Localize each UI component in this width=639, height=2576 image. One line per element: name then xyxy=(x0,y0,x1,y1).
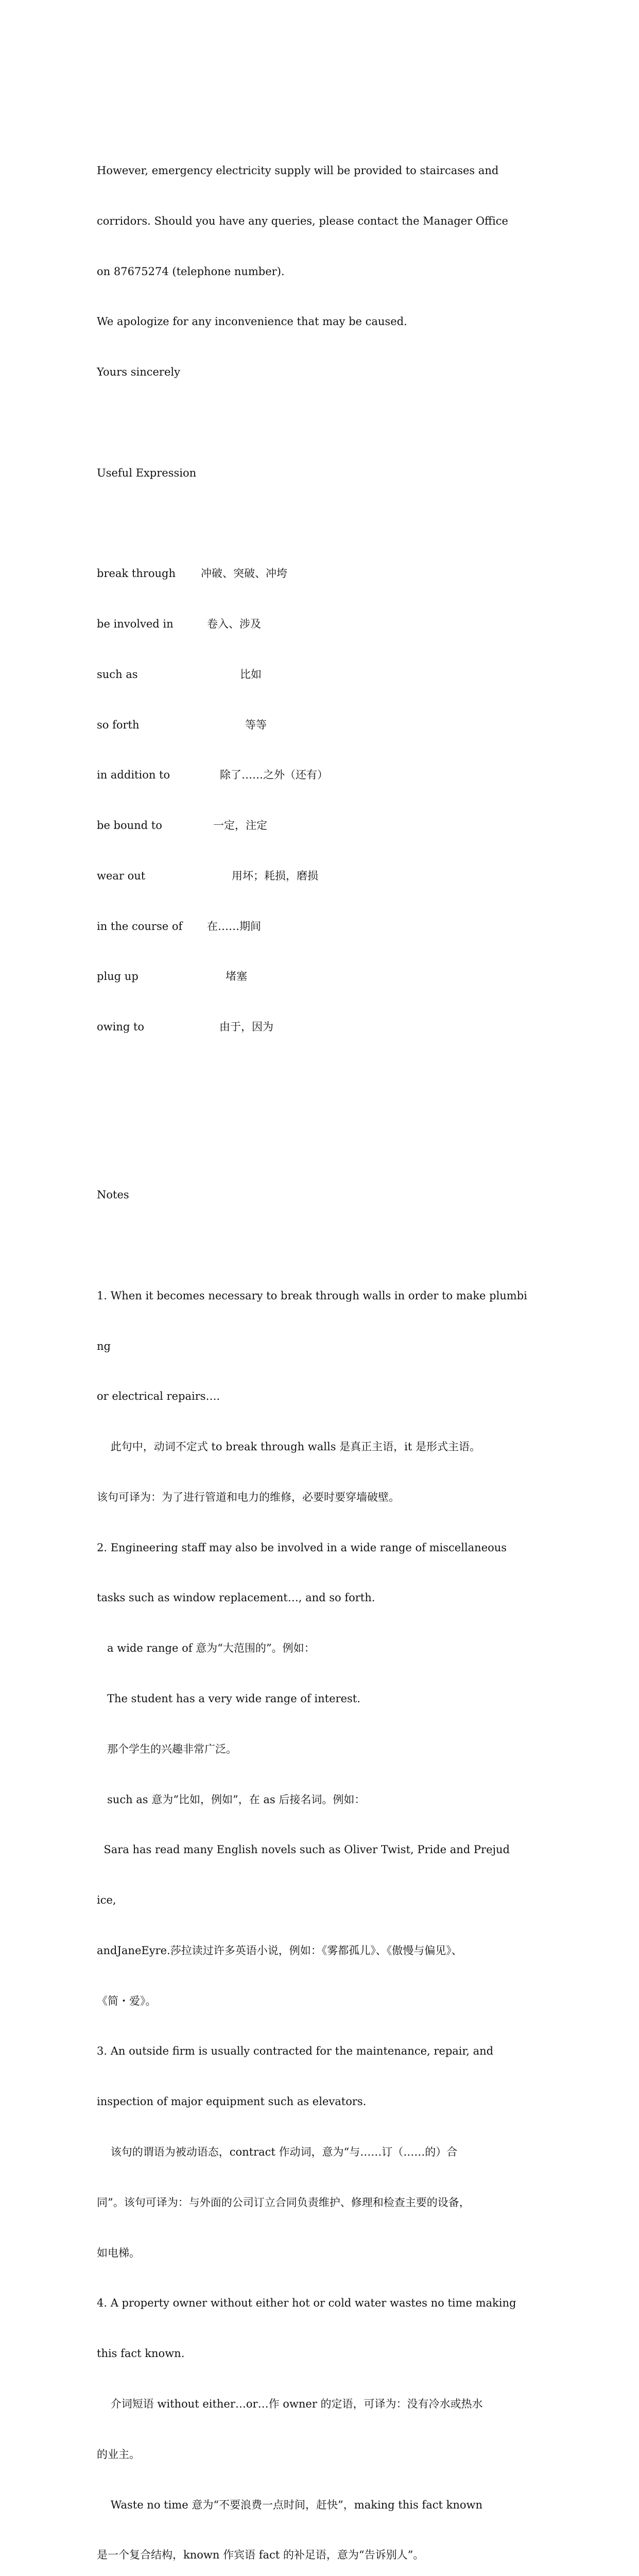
note-line: ice, xyxy=(97,1894,116,1907)
expression-zh: 堵塞 xyxy=(226,970,247,983)
note-line: 该句的谓语为被动语态，contract 作动词，意为“与……订（……的）合 xyxy=(97,2146,458,2159)
note-line: this fact known. xyxy=(97,2347,185,2360)
note-line: The student has a very wide range of interest. xyxy=(97,1692,360,1705)
note-line: or electrical repairs…. xyxy=(97,1390,220,1403)
letter-line: However, emergency electricity supply will be provided to staircases and xyxy=(97,164,499,177)
letter-line: on 87675274 (telephone number). xyxy=(97,265,285,278)
expression-item xyxy=(97,616,560,633)
letter-line: Yours sincerely xyxy=(97,366,180,379)
expression-item xyxy=(97,767,560,784)
note-line: 该句可译为：为了进行管道和电力的维修，必要时要穿墙破壁。 xyxy=(97,1490,400,1503)
note-line: a wide range of 意为“大范围的”。例如： xyxy=(97,1642,315,1655)
note-line: 如电梯。 xyxy=(97,2246,140,2259)
expression-item xyxy=(97,1019,560,1036)
expression-en: plug up xyxy=(97,970,139,983)
expression-item xyxy=(97,565,560,582)
note-line: tasks such as window replacement…, and so forth. xyxy=(97,1591,375,1604)
letter-closing xyxy=(97,129,560,414)
expression-en: in the course of xyxy=(97,920,183,933)
expression-en: in addition to xyxy=(97,769,170,782)
notes-heading: Notes xyxy=(97,1189,129,1201)
expression-zh: 在……期间 xyxy=(207,920,261,933)
note-line: 那个学生的兴趣非常广泛。 xyxy=(97,1742,237,1755)
document-body xyxy=(97,78,560,2576)
note-line: 是一个复合结构，known 作宾语 fact 的补足语，意为“告诉别人”。 xyxy=(97,2549,424,2562)
expression-item xyxy=(97,968,560,985)
expression-zh: 一定，注定 xyxy=(213,819,267,832)
expression-en: break through xyxy=(97,567,176,580)
note-line: Waste no time 意为“不要浪费一点时间，赶快”，making this fact known xyxy=(97,2498,482,2511)
expression-en: wear out xyxy=(97,869,146,882)
expression-list xyxy=(97,532,560,1069)
expression-item xyxy=(97,817,560,834)
notes-body xyxy=(97,1254,560,2576)
note-line: 4. A property owner without either hot or cold water wastes no time making xyxy=(97,2297,516,2310)
note-line: 的业主。 xyxy=(97,2448,140,2461)
note-line: 3. An outside firm is usually contracted for the maintenance, repair, and xyxy=(97,2045,494,2058)
expression-en: such as xyxy=(97,668,138,681)
expression-item xyxy=(97,717,560,734)
expression-item xyxy=(97,918,560,935)
expression-zh: 卷入、涉及 xyxy=(207,618,261,630)
expression-zh: 冲破、突破、冲垮 xyxy=(201,567,287,580)
note-line: inspection of major equipment such as elevators. xyxy=(97,2095,367,2108)
note-line: Sara has read many English novels such as Oliver Twist, Pride and Prejud xyxy=(97,1843,510,1856)
note-line: ng xyxy=(97,1340,111,1352)
expression-item xyxy=(97,666,560,683)
expression-zh: 由于，因为 xyxy=(219,1021,273,1033)
expression-en: so forth xyxy=(97,718,140,731)
expression-zh: 等等 xyxy=(245,718,267,731)
note-line: 同”。该句可译为：与外面的公司订立合同负责维护、修理和检查主要的设备， xyxy=(97,2196,470,2209)
note-line: 介词短语 without either…or…作 owner 的定语，可译为：没有冷水或热水 xyxy=(97,2397,483,2410)
letter-line: We apologize for any inconvenience that may be caused. xyxy=(97,315,407,328)
expression-en: be bound to xyxy=(97,819,162,832)
expression-en: be involved in xyxy=(97,618,174,630)
expression-zh: 除了……之外（还有） xyxy=(220,769,328,782)
expression-en: owing to xyxy=(97,1021,145,1033)
useful-expression-heading: Useful Expression xyxy=(97,466,197,479)
expression-item xyxy=(97,868,560,885)
note-line: 1. When it becomes necessary to break through walls in order to make plumbi xyxy=(97,1289,527,1302)
expression-zh: 比如 xyxy=(240,668,262,681)
section-gap xyxy=(97,1120,560,1137)
note-line: 2. Engineering staff may also be involved in a wide range of miscellaneous xyxy=(97,1541,507,1554)
note-line: andJaneEyre.莎拉读过许多英语小说，例如：《雾都孤儿》、《傲慢与偏见》、 xyxy=(97,1944,462,1957)
expression-zh: 用坏；耗损，磨损 xyxy=(232,869,318,882)
note-line: such as 意为“比如，例如”，在 as 后接名词。例如： xyxy=(97,1793,366,1806)
note-line: 此句中，动词不定式 to break through walls 是真正主语，it 是形式主语。 xyxy=(97,1440,480,1453)
note-line: 《简・爱》。 xyxy=(97,1994,157,2007)
letter-line: corridors. Should you have any queries, please contact the Manager Office xyxy=(97,214,508,227)
